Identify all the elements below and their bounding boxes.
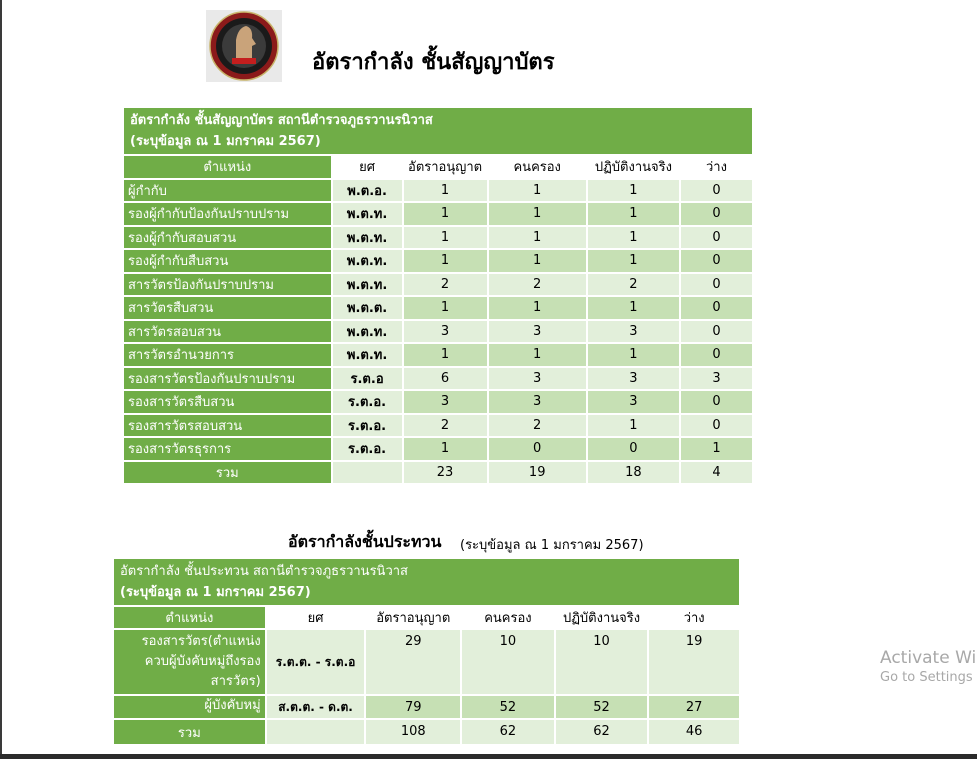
cell-actual: 1 xyxy=(588,250,679,272)
total-actual: 18 xyxy=(588,462,679,484)
cell-allowed: 1 xyxy=(404,203,487,225)
cell-occupied: 2 xyxy=(489,274,586,296)
cell-allowed: 2 xyxy=(404,415,487,437)
taskbar-edge xyxy=(0,754,977,759)
cell-position: รองสารวัตร(ตำแหน่งควบผู้บังคับหมู่ถึงรองสารวัตร) xyxy=(114,630,265,694)
cell-position: สารวัตรสืบสวน xyxy=(124,297,331,319)
cell-vacant: 27 xyxy=(649,696,739,718)
cell-occupied: 2 xyxy=(489,415,586,437)
table-row xyxy=(124,297,752,319)
cell-vacant: 19 xyxy=(649,630,739,694)
cell-actual: 10 xyxy=(556,630,648,694)
cell-vacant: 0 xyxy=(681,203,752,225)
cell-actual: 3 xyxy=(588,368,679,390)
cell-actual: 1 xyxy=(588,203,679,225)
section-date-note: (ระบุข้อมูล ณ 1 มกราคม 2567) xyxy=(460,538,644,553)
table-title: อัตรากำลัง ชั้นสัญญาบัตร สถานีตำรวจภูธรวานรนิวาส xyxy=(130,113,433,128)
total-rank-blank xyxy=(333,462,402,484)
cell-actual: 0 xyxy=(588,438,679,460)
table-row xyxy=(114,696,739,718)
table-row xyxy=(124,321,752,343)
column-header-actual: ปฏิบัติงานจริง xyxy=(588,156,679,178)
cell-allowed: 29 xyxy=(366,630,460,694)
cell-rank: ร.ต.อ. xyxy=(333,438,402,460)
table-row xyxy=(124,368,752,390)
cell-vacant: 3 xyxy=(681,368,752,390)
cell-position: รองสารวัตรป้องกันปราบปราม xyxy=(124,368,331,390)
table-row xyxy=(124,415,752,437)
total-rank-blank xyxy=(267,720,365,744)
page-title: อัตรากำลัง ชั้นสัญญาบัตร xyxy=(312,50,555,75)
total-occupied: 62 xyxy=(462,720,554,744)
column-header-vacant: ว่าง xyxy=(681,156,752,178)
column-header-position: ตำแหน่ง xyxy=(124,156,331,178)
cell-occupied: 1 xyxy=(489,344,586,366)
cell-allowed: 3 xyxy=(404,321,487,343)
cell-rank: พ.ต.ท. xyxy=(333,203,402,225)
cell-rank: พ.ต.ท. xyxy=(333,344,402,366)
column-header-rank: ยศ xyxy=(267,607,365,628)
cell-occupied: 10 xyxy=(462,630,554,694)
police-station-logo xyxy=(206,10,282,82)
cell-vacant: 0 xyxy=(681,391,752,413)
cell-position: ผู้บังคับหมู่ xyxy=(114,696,265,718)
table-row xyxy=(124,344,752,366)
total-row xyxy=(114,720,739,744)
column-header-allowed: อัตราอนุญาต xyxy=(366,607,460,628)
table-row xyxy=(114,630,739,694)
cell-actual: 2 xyxy=(588,274,679,296)
table-row xyxy=(124,203,752,225)
cell-occupied: 1 xyxy=(489,180,586,202)
cell-occupied: 3 xyxy=(489,368,586,390)
watermark-title: Activate Wi xyxy=(880,648,977,668)
total-allowed: 108 xyxy=(366,720,460,744)
cell-allowed: 1 xyxy=(404,250,487,272)
cell-rank: พ.ต.ท. xyxy=(333,227,402,249)
cell-allowed: 1 xyxy=(404,344,487,366)
cell-allowed: 2 xyxy=(404,274,487,296)
cell-occupied: 52 xyxy=(462,696,554,718)
cell-vacant: 0 xyxy=(681,227,752,249)
column-header-occupied: คนครอง xyxy=(489,156,586,178)
cell-rank: พ.ต.ท. xyxy=(333,250,402,272)
total-vacant: 4 xyxy=(681,462,752,484)
cell-actual: 1 xyxy=(588,180,679,202)
cell-rank: ร.ต.อ. xyxy=(333,415,402,437)
total-label: รวม xyxy=(124,462,331,484)
cell-actual: 1 xyxy=(588,297,679,319)
cell-vacant: 0 xyxy=(681,274,752,296)
cell-allowed: 1 xyxy=(404,180,487,202)
cell-allowed: 6 xyxy=(404,368,487,390)
cell-rank: ร.ต.อ. xyxy=(333,391,402,413)
cell-position: รองผู้กำกับสอบสวน xyxy=(124,227,331,249)
cell-position: สารวัตรสอบสวน xyxy=(124,321,331,343)
cell-position: รองสารวัตรธุรการ xyxy=(124,438,331,460)
cell-rank: ส.ต.ต. - ด.ต. xyxy=(267,696,365,718)
column-header-occupied: คนครอง xyxy=(462,607,554,628)
total-actual: 62 xyxy=(556,720,648,744)
cell-vacant: 0 xyxy=(681,415,752,437)
table-row xyxy=(124,180,752,202)
cell-rank: ร.ต.ต. - ร.ต.อ xyxy=(267,630,365,694)
total-allowed: 23 xyxy=(404,462,487,484)
cell-allowed: 1 xyxy=(404,438,487,460)
total-label: รวม xyxy=(114,720,265,744)
window-left-border xyxy=(0,0,2,759)
cell-position: รองสารวัตรสืบสวน xyxy=(124,391,331,413)
cell-actual: 52 xyxy=(556,696,648,718)
table-date-note: (ระบุข้อมูล ณ 1 มกราคม 2567) xyxy=(120,585,311,600)
cell-rank: พ.ต.ต. xyxy=(333,297,402,319)
cell-vacant: 0 xyxy=(681,344,752,366)
cell-allowed: 3 xyxy=(404,391,487,413)
cell-actual: 3 xyxy=(588,391,679,413)
cell-occupied: 1 xyxy=(489,250,586,272)
cell-actual: 3 xyxy=(588,321,679,343)
table-title: อัตรากำลัง ชั้นประทวน สถานีตำรวจภูธรวานรนิวาส xyxy=(120,564,408,579)
cell-vacant: 0 xyxy=(681,297,752,319)
cell-position: สารวัตรป้องกันปราบปราม xyxy=(124,274,331,296)
cell-vacant: 1 xyxy=(681,438,752,460)
total-vacant: 46 xyxy=(649,720,739,744)
cell-occupied: 3 xyxy=(489,391,586,413)
cell-vacant: 0 xyxy=(681,180,752,202)
table-date-note: (ระบุข้อมูล ณ 1 มกราคม 2567) xyxy=(130,134,321,149)
cell-position: รองผู้กำกับสืบสวน xyxy=(124,250,331,272)
commissioned-officer-table xyxy=(122,106,754,485)
cell-vacant: 0 xyxy=(681,250,752,272)
non-commissioned-officer-table xyxy=(112,557,741,746)
column-header-allowed: อัตราอนุญาต xyxy=(404,156,487,178)
cell-allowed: 1 xyxy=(404,297,487,319)
table-row xyxy=(124,274,752,296)
column-header-position: ตำแหน่ง xyxy=(114,607,265,628)
table-row xyxy=(124,250,752,272)
table-row xyxy=(124,391,752,413)
windows-activation-watermark xyxy=(880,648,976,685)
table-row xyxy=(124,227,752,249)
column-header-rank: ยศ xyxy=(333,156,402,178)
watermark-subtitle: Go to Settings xyxy=(880,670,973,685)
cell-rank: พ.ต.ท. xyxy=(333,274,402,296)
cell-occupied: 3 xyxy=(489,321,586,343)
cell-actual: 1 xyxy=(588,227,679,249)
total-row xyxy=(124,462,752,484)
cell-allowed: 1 xyxy=(404,227,487,249)
cell-rank: พ.ต.อ. xyxy=(333,180,402,202)
table-row xyxy=(124,438,752,460)
total-occupied: 19 xyxy=(489,462,586,484)
cell-position: สารวัตรอำนวยการ xyxy=(124,344,331,366)
column-header-vacant: ว่าง xyxy=(649,607,739,628)
section-title: อัตรากำลังชั้นประทวน xyxy=(288,532,442,551)
cell-actual: 1 xyxy=(588,344,679,366)
cell-position: รองผู้กำกับป้องกันปราบปราม xyxy=(124,203,331,225)
cell-occupied: 1 xyxy=(489,297,586,319)
cell-rank: ร.ต.อ xyxy=(333,368,402,390)
table-header xyxy=(114,559,739,605)
column-header-actual: ปฏิบัติงานจริง xyxy=(556,607,648,628)
cell-occupied: 1 xyxy=(489,203,586,225)
cell-rank: พ.ต.ท. xyxy=(333,321,402,343)
cell-occupied: 1 xyxy=(489,227,586,249)
cell-vacant: 0 xyxy=(681,321,752,343)
cell-occupied: 0 xyxy=(489,438,586,460)
cell-allowed: 79 xyxy=(366,696,460,718)
cell-actual: 1 xyxy=(588,415,679,437)
cell-position: ผู้กำกับ xyxy=(124,180,331,202)
table-header xyxy=(124,108,752,154)
cell-position: รองสารวัตรสอบสวน xyxy=(124,415,331,437)
